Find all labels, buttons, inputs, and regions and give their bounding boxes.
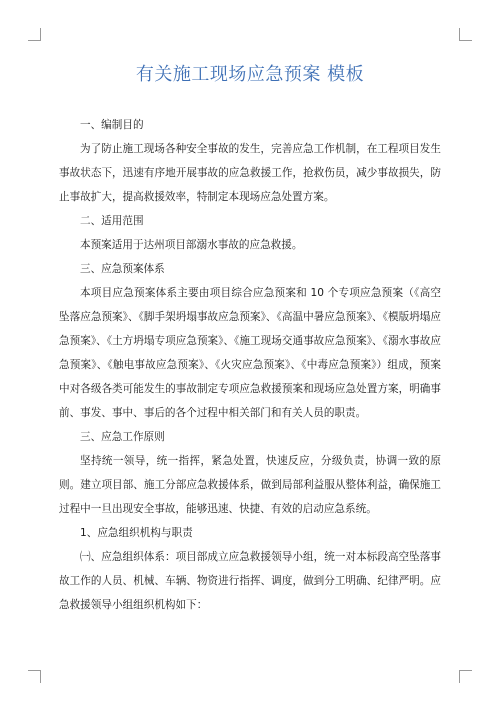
section-heading-scope: 二、适用范围	[80, 215, 144, 227]
paragraph-organization: ㈠、应急组织体系：项目部成立应急救援领导小组，统一对本标段高空坠落事故工作的人员、机械、车辆、物资进行指挥、调度，做到分工明确、纪律严明。应急救援领导小组组织机构如下：	[59, 551, 441, 611]
section-heading-purpose: 一、编制目的	[80, 119, 144, 131]
section-heading-system: 三、应急预案体系	[80, 263, 165, 275]
crop-mark-top-left	[28, 28, 41, 41]
subsection-heading-organization: 1、应急组织机构与职责	[80, 527, 193, 539]
crop-mark-top-right	[459, 28, 472, 41]
paragraph-scope: 本预案适用于达州项目部溺水事故的应急救援。	[80, 239, 303, 251]
paragraph-system: 本项目应急预案体系主要由项目综合应急预案和 10 个专项应急预案（《高空坠落应急预案》、《脚手架坍塌事故应急预案》、《高温中暑应急预案》、《模版坍塌应急预案》、《土方坍塌专项应急预案》、《施工现场交通事故应急预案》、《溺水事故应急预案》、《触电事故应急预案》、《火灾应急预案》、《中毒应急预案》）组成，预案中对各级各类可能发生的事故制定专项应急救援预案和现场应急处置方案，明确事前、事发、事中、事后的各个过程中相关部门和有关人员的职责。	[59, 287, 441, 419]
section-heading-principles: 三、应急工作原则	[80, 431, 165, 443]
paragraph-purpose: 为了防止施工现场各种安全事故的发生，完善应急工作机制，在工程项目发生事故状态下，迅速有序地开展事故的应急救援工作，抢救伤员，减少事故损失，防止事故扩大，提高救援效率，特制定本现场应急处置方案。	[59, 143, 441, 203]
crop-mark-bottom-left	[28, 670, 41, 683]
crop-mark-bottom-right	[459, 670, 472, 683]
document-title: 有关施工现场应急预案 模板	[135, 64, 365, 85]
paragraph-principles: 坚持统一领导，统一指挥，紧急处置，快速反应，分级负责，协调一致的原则。建立项目部、施工分部应急救援体系，做到局部利益服从整体利益，确保施工过程中一旦出现安全事故，能够迅速、快捷、有效的启动应急系统。	[59, 455, 441, 515]
document-body	[59, 113, 441, 617]
